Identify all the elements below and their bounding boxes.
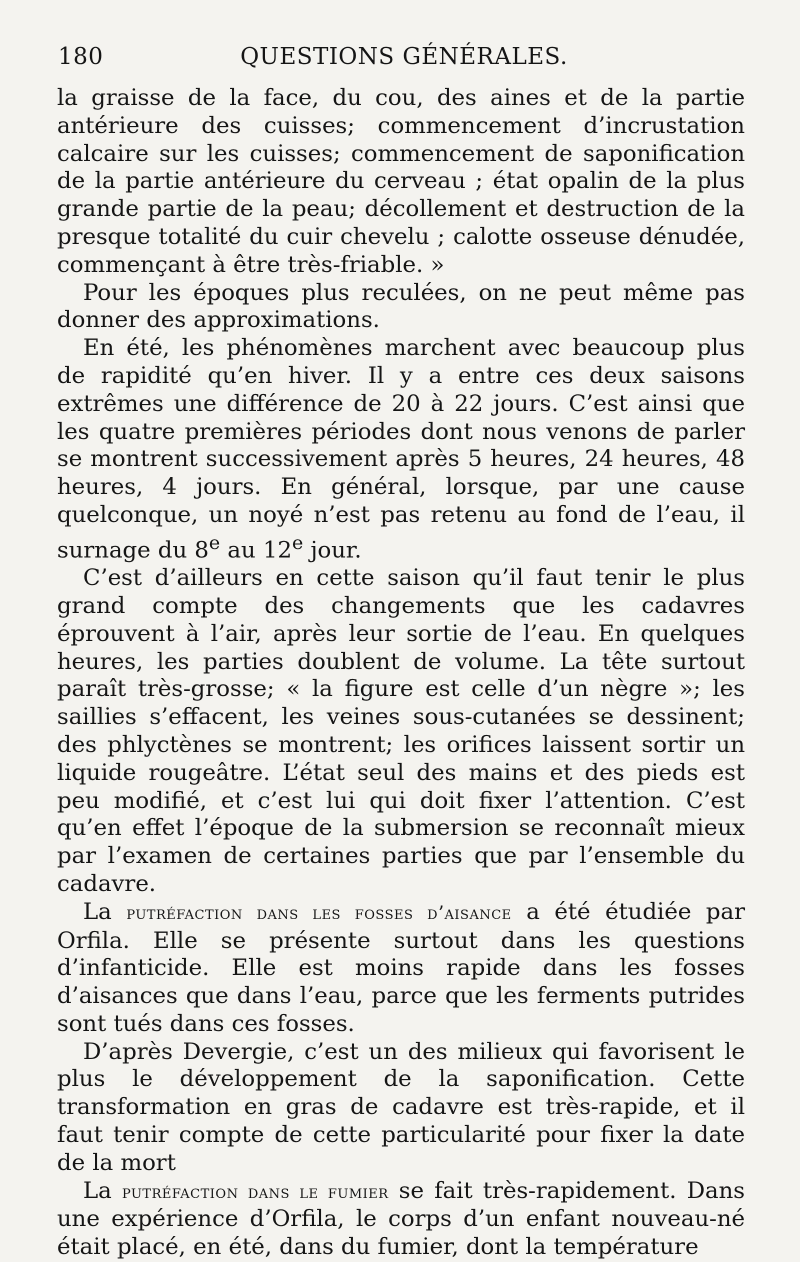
paragraph: C’est d’ailleurs en cette saison qu’il faut tenir le plus grand compte des changements que les cadavres éprouvent à l’air, après leur sortie de l’eau. En quelques heures, les parties doublent de volume. La tête surtout paraît très-grosse; « la figure est celle d’un nègre »; les saillies s’effacent, les veines sous-cutanées se dessinent; des phlyctènes se montrent; les orifices laissent sortir un liquide rougeâtre. L’état seul des mains et des pieds est peu modifié, et c’est lui qui doit fixer l’attention. C’est qu’en effet l’époque de la submersion se reconnaît mieux par l’examen de certaines parties que par l’ensemble du cadavre. [57, 565, 745, 897]
paragraph: Pour les époques plus reculées, on ne peut même pas donner des approximations. [57, 279, 745, 334]
paragraph [57, 899, 745, 1039]
ordinal-suffix: e [291, 531, 304, 554]
paragraph-text: au 12 [220, 537, 292, 564]
paragraph [57, 335, 745, 565]
page-body [57, 85, 745, 1262]
paragraph-text: se fait très-rapidement. Dans une expérience d’Orfila, le corps d’un enfant nouveau-né était placé, en été, dans du fumier, dont la température [57, 1177, 745, 1261]
paragraph: la graisse de la face, du cou, des aines et de la partie antérieure des cuisses; commencement d’incrustation calcaire sur les cuisses; commencement de saponification de la partie antérieure du cerveau ; état opalin de la plus grande partie de la peau; décollement et destruction de la presque totalité du cuir chevelu ; calotte osseuse dénudée, commençant à être très-friable. » [57, 85, 745, 278]
page-header [58, 44, 750, 80]
ordinal-number: 8 [194, 537, 209, 564]
paragraph: D’après Devergie, c’est un des milieux qui favorisent le plus le développement de la saponification. Cette transformation en gras de cadavre est très-rapide, et il faut tenir compte de cette particularité pour fixer la date de la mort [57, 1038, 745, 1176]
ordinal-suffix: e [208, 531, 221, 554]
paragraph-text: En été, les phénomènes marchent avec beaucoup plus de rapidité qu’en hiver. Il y a entre ces deux saisons extrêmes une différence de 20 à 22 jours. C’est ainsi que les quatre premières périodes dont nous venons de parler se montrent successivement après 5 heures, 24 heures, 48 heures, 4 jours. En général, lorsque, par une cause quelconque, un noyé n’est pas retenu au fond de l’eau, il surnage du [57, 335, 745, 564]
running-title: QUESTIONS GÉNÉRALES. [240, 44, 568, 70]
section-term: putréfaction dans les fosses d’aisance [126, 902, 512, 924]
paragraph-text: a été étudiée par Orfila. Elle se présente surtout dans les questions d’infanticide. Elle est moins rapide dans les fosses d’aisances que dans l’eau, parce que les ferments putrides sont tués dans ces fosses. [57, 898, 745, 1037]
section-term: putréfaction dans le fumier [121, 1181, 389, 1203]
page-number: 180 [58, 44, 104, 70]
paragraph-text: jour. [303, 537, 362, 564]
paragraph-lead: La [83, 1177, 122, 1204]
paragraph-lead: La [83, 898, 127, 925]
